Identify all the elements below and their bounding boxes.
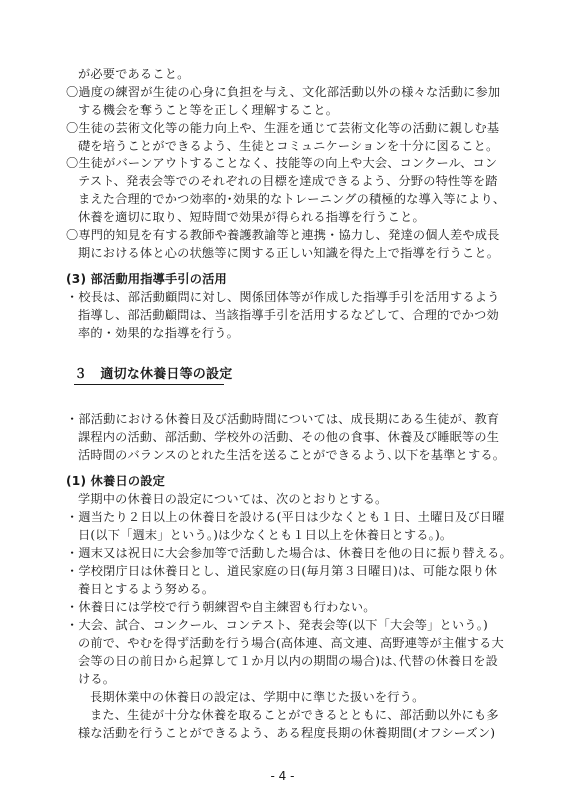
bullet-item: ・部活動における休養日及び活動時間については、成長期にある生徒が、教育 <box>66 412 500 426</box>
page-number: - 4 - <box>270 769 295 783</box>
bullet-item: ・大会、試合、コンクール、コンテスト、発表会等(以下「大会等」という。) <box>66 618 488 632</box>
text-line: 長期休業中の休養日の設定は、学期中に準じた扱いを行う。 <box>90 690 425 704</box>
text-line: 休養を適切に取り、短時間で効果が得られる指導を行うこと。 <box>78 210 425 224</box>
text-line: 養日とするよう努める。 <box>78 582 215 596</box>
text-line: 日(以下「週末」という。)は少なくとも１日以上を休養日とする。)。 <box>78 528 453 542</box>
text-line: する機会を奪うこと等を正しく理解すること。 <box>78 103 339 117</box>
text-line: 指導し、部活動顧問は、当該指導手引を活用するなどして、合理的でかつ効 <box>78 308 499 322</box>
text-line: 期における体と心の状態等に関する正しい知識を得た上で指導を行うこと。 <box>78 246 500 260</box>
text-line: の前で、やむを得ず活動を行う場合(高体連、高文連、高野連等が主催する大 <box>78 636 504 650</box>
text-line: 礎を培うことができるよう、生徒とコミュニケーションを十分に図ること。 <box>78 139 499 153</box>
text-line: 学期中の休養日の設定については、次のとおりとする。 <box>78 492 388 506</box>
subsection-heading: (3) 部活動用指導手引の活用 <box>66 272 227 286</box>
text-line: 課程内の活動、部活動、学校外の活動、その他の食事、休養及び睡眠等の生 <box>78 430 500 444</box>
text-line: 会等の日の前日から起算して１か月以内の期間の場合)は､代替の休養日を設 <box>78 654 499 668</box>
bullet-item: 〇生徒の芸術文化等の能力向上や、生涯を通じて芸術文化等の活動に親しむ基 <box>66 121 500 135</box>
text-line: テスト、発表会等でのそれぞれの目標を達成できるよう、分野の特性等を踏 <box>78 174 498 188</box>
bullet-item: ・休養日には学校で行う朝練習や自主練習も行わない。 <box>66 600 376 614</box>
text-line: 様な活動を行うことができるよう、ある程度長期の休養期間(オフシーズン) <box>78 726 496 740</box>
chapter-title-underline <box>74 384 224 385</box>
bullet-item: ・学校閉庁日は休養日とし、道民家庭の日(毎月第３日曜日)は、可能な限り休 <box>66 564 498 578</box>
bullet-item: 〇過度の練習が生徒の心身に負担を与え、文化部活動以外の様々な活動に参加 <box>66 85 501 99</box>
text-line: ける。 <box>78 672 116 686</box>
bullet-item: ・週末又は祝日に大会参加等で活動した場合は、休養日を他の日に振り替える。 <box>66 546 512 560</box>
text-line: また、生徒が十分な休養を取ることができるとともに、部活動以外にも多 <box>90 708 499 722</box>
bullet-item: ・校長は、部活動顧問に対し、関係団体等が作成した指導手引を活用するよう <box>66 290 500 304</box>
chapter-title: ３ 適切な休養日等の設定 <box>74 367 233 382</box>
text-line: 活時間のバランスのとれた生活を送ることができるよう､以下を基準とする。 <box>78 448 506 462</box>
text-line: が必要であること。 <box>78 67 190 81</box>
text-line: まえた合理的でかつ効率的･効果的なトレーニングの積極的な導入等により、 <box>78 192 506 206</box>
bullet-item: ・週当たり２日以上の休養日を設ける(平日は少なくとも１日、土曜日及び日曜 <box>66 510 505 524</box>
subsection-heading: (1) 休養日の設定 <box>66 474 165 488</box>
bullet-item: 〇生徒がバーンアウトすることなく、技能等の向上や大会、コンクール、コン <box>66 156 498 170</box>
text-line: 率的・効果的な指導を行う。 <box>78 326 240 340</box>
bullet-item: 〇専門的知見を有する教師や養護教諭等と連携・協力し、発達の個人差や成長 <box>66 228 500 242</box>
